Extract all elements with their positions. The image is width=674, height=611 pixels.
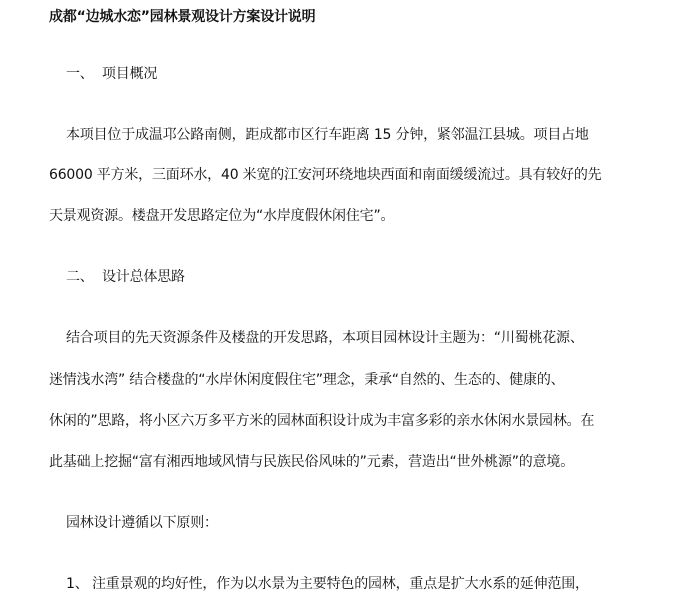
paragraph-line: 本项目位于成温邛公路南侧，距成都市区行车距离 15 分钟，紧邻温江县城。项目占地: [66, 127, 589, 143]
paragraph-line: 休闲的”思路，将小区六万多平方米的园林面积设计成为丰富多彩的亲水休闲水景园林。在: [49, 413, 595, 429]
item-number: 1、: [66, 576, 89, 592]
paragraph-line: 迷情浅水湾” 结合楼盘的“水岸休闲度假住宅”理念，秉承“自然的、生态的、健康的、: [49, 372, 565, 388]
principle-item-1: [66, 574, 589, 594]
section-heading-1: [66, 64, 157, 84]
section-heading-text: 设计总体思路: [102, 269, 185, 285]
principles-intro: 园林设计遵循以下原则：: [66, 515, 218, 531]
document-title: 成都“边城水恋”园林景观设计方案设计说明: [49, 9, 316, 25]
paragraph-line: 此基础上挖掘“富有湘西地域风情与民族民俗风味的”元素，营造出“世外桃源”的意境。: [49, 454, 575, 470]
section-heading-2: [66, 267, 185, 287]
section-number: 二、: [66, 269, 94, 285]
section-number: 一、: [66, 66, 94, 82]
item-text: 注重景观的均好性，作为以水景为主要特色的园林，重点是扩大水系的延伸范围，: [92, 576, 589, 592]
paragraph-line: 天景观资源。楼盘开发思路定位为“水岸度假休闲住宅”。: [49, 208, 395, 224]
section-heading-text: 项目概况: [102, 66, 158, 82]
paragraph-line: 66000 平方米，三面环水，40 米宽的江安河环绕地块西面和南面缓缓流过。具有较好的先: [49, 167, 602, 183]
paragraph-line: 结合项目的先天资源条件及楼盘的开发思路，本项目园林设计主题为：“川蜀桃花源、: [66, 330, 584, 346]
